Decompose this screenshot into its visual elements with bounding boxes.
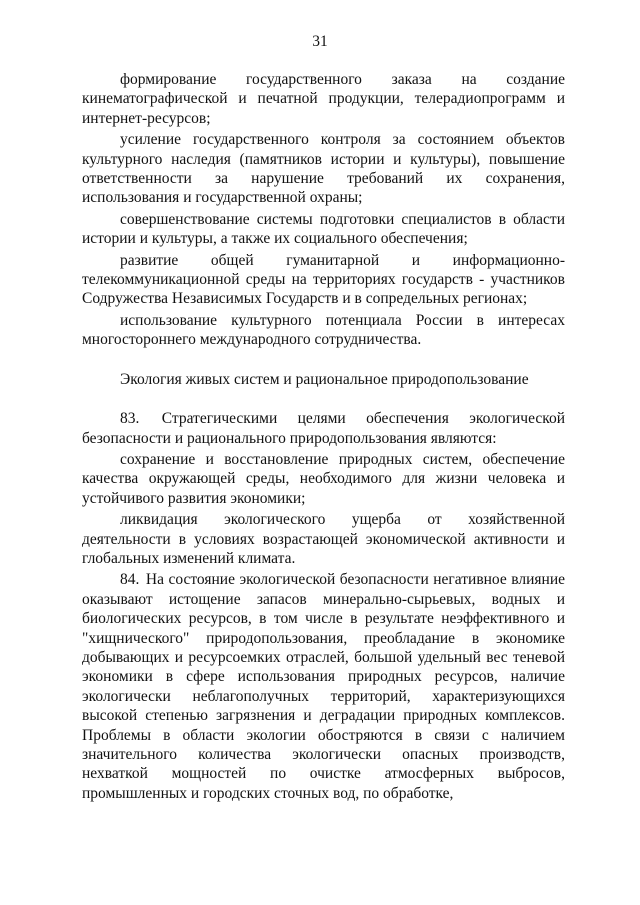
list-item-cis-environment: развитие общей гуманитарной и информационно-телекоммуникационной среды на территориях государств - участников Содружества Независимых Государств и в сопредельных регионах;: [82, 251, 565, 308]
item-83-text: Стратегическими целями обеспечения экологической безопасности и рационального природопользования являются:: [82, 410, 565, 447]
list-item-cultural-potential: использование культурного потенциала России в интересах многостороннего международного сотрудничества.: [82, 311, 565, 349]
list-item-nature-restoration: сохранение и восстановление природных систем, обеспечение качества окружающей среды, необходимого для жизни человека и устойчивого развития экономики;: [82, 450, 565, 507]
document-body: [82, 70, 565, 805]
item-84-number: 84.: [120, 571, 140, 589]
item-84-text: На состояние экологической безопасности негативное влияние оказывают истощение запасов минерально-сырьевых, водных и биологических ресурсов, в том числе в результате неэффективного и "хищнического" природопользования, преобладание в экономике добывающих и ресурсоемких отраслей, большой удельный вес теневой экономики в сфере использования природных ресурсов, наличие экологически неблагополучных территорий, характеризующихся высокой степенью загрязнения и деградации природных комплексов. Проблемы в области экологии обостряются в связи с наличием значительного количества экологически опасных производств, нехваткой мощностей по очистке атмосферных выбросов, промышленных и городских сточных вод, по обработке,: [82, 571, 565, 802]
item-83: [82, 409, 565, 448]
list-item-heritage-control: усиление государственного контроля за состоянием объектов культурного наследия (памятников истории и культуры), повышение ответственности за нарушение требований их сохранения, использования и государственной охраны;: [82, 131, 565, 207]
page-number: 31: [312, 33, 328, 50]
list-item-state-order: формирование государственного заказа на создание кинематографической и печатной продукции, телерадиопрограмм и интернет-ресурсов;: [82, 71, 565, 127]
list-item-specialist-training: совершенствование системы подготовки специалистов в области истории и культуры, а также их социального обеспечения;: [82, 210, 565, 248]
item-83-number: 83.: [120, 410, 140, 428]
item-84: [82, 570, 565, 803]
list-item-damage-elimination: ликвидация экологического ущерба от хозяйственной деятельности в условиях возрастающей экономической активности и глобальных изменений климата.: [82, 511, 565, 567]
section-heading-ecology: Экология живых систем и рациональное природопользование: [120, 370, 529, 388]
